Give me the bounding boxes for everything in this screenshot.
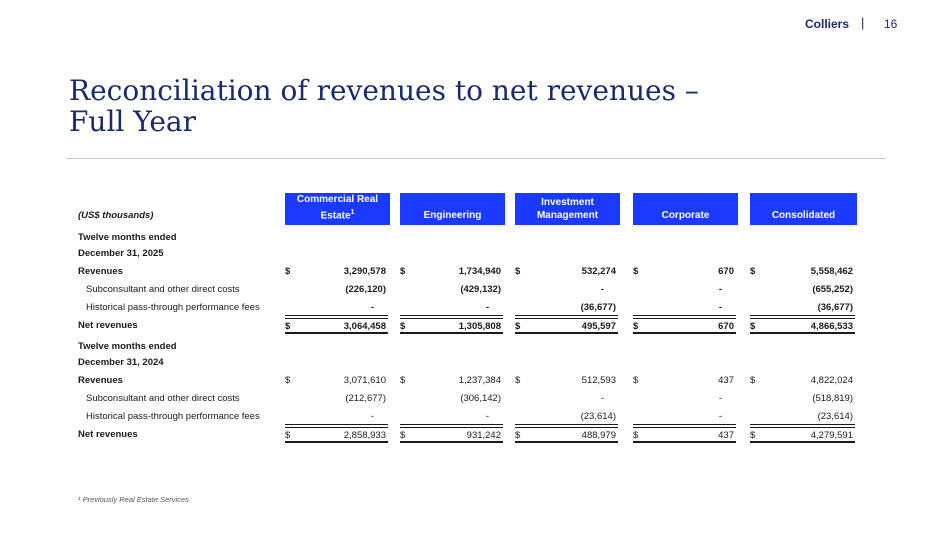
row-label: Subconsultant and other direct costs bbox=[86, 393, 240, 404]
cell-value: 4,866,533 bbox=[810, 321, 853, 332]
cell-value: (518,819) bbox=[812, 393, 853, 404]
table-cell bbox=[515, 409, 618, 425]
cell-value: 931,242 bbox=[466, 430, 501, 441]
cell-value: (23,614) bbox=[817, 411, 853, 422]
row-label: Historical pass-through performance fees bbox=[86, 302, 260, 313]
table-cell bbox=[400, 409, 503, 425]
period-heading-line-1: Twelve months ended bbox=[78, 341, 177, 352]
cell-value: 3,290,578 bbox=[343, 266, 386, 277]
table-cell bbox=[515, 391, 618, 407]
cell-value: (23,614) bbox=[580, 411, 616, 422]
table-cell bbox=[633, 300, 736, 316]
cell-value: 670 bbox=[718, 321, 734, 332]
table-cell bbox=[750, 300, 855, 316]
period-heading-line-2: December 31, 2025 bbox=[78, 248, 164, 259]
table-cell bbox=[400, 282, 503, 298]
cell-value: - bbox=[718, 284, 722, 295]
currency-symbol: $ bbox=[400, 430, 406, 441]
cell-value: - bbox=[718, 393, 722, 404]
table-cell bbox=[750, 282, 855, 298]
currency-symbol: $ bbox=[285, 430, 291, 441]
column-header-label-2: Management bbox=[536, 210, 599, 221]
table-cell bbox=[515, 264, 618, 280]
cell-value: - bbox=[600, 393, 604, 404]
period-heading-line-2: December 31, 2024 bbox=[78, 357, 164, 368]
table-cell bbox=[750, 373, 855, 389]
column-header-consolidated bbox=[750, 193, 857, 225]
cell-value: 1,305,808 bbox=[458, 321, 501, 332]
table-cell bbox=[285, 391, 388, 407]
page-title-line-1: Reconciliation of revenues to net revenues – bbox=[69, 74, 699, 107]
table-cell bbox=[750, 318, 855, 334]
page-title-line-2: Full Year bbox=[69, 105, 196, 138]
column-header-corporate bbox=[633, 193, 738, 225]
table-row bbox=[78, 427, 858, 443]
period-heading bbox=[78, 230, 177, 262]
table-cell bbox=[633, 373, 736, 389]
title-divider bbox=[67, 158, 885, 159]
table-cell bbox=[633, 427, 736, 443]
table-row bbox=[78, 264, 858, 280]
period-heading-line-1: Twelve months ended bbox=[78, 232, 177, 243]
table-cell bbox=[633, 318, 736, 334]
table-row bbox=[78, 300, 858, 316]
cell-value: (36,677) bbox=[580, 302, 616, 313]
cell-value: 488,979 bbox=[581, 430, 616, 441]
footnote-marker: 1 bbox=[350, 208, 355, 216]
table-cell bbox=[400, 427, 503, 443]
column-header-label-2: Estate bbox=[320, 210, 351, 221]
table-cell bbox=[750, 427, 855, 443]
page-number: 16 bbox=[884, 17, 898, 31]
cell-value: 512,593 bbox=[581, 375, 616, 386]
cell-value: 437 bbox=[718, 375, 734, 386]
column-header-engineering bbox=[400, 193, 505, 225]
cell-value: 670 bbox=[718, 266, 734, 277]
row-label: Net revenues bbox=[78, 320, 138, 331]
table-cell bbox=[285, 427, 388, 443]
row-label: Net revenues bbox=[78, 429, 138, 440]
table-cell bbox=[400, 373, 503, 389]
currency-symbol: $ bbox=[515, 321, 521, 332]
cell-value: 5,558,462 bbox=[810, 266, 853, 277]
cell-value: (212,677) bbox=[345, 393, 386, 404]
table-row bbox=[78, 409, 858, 425]
cell-value: 495,597 bbox=[581, 321, 616, 332]
row-label: Revenues bbox=[78, 266, 123, 277]
currency-symbol: $ bbox=[400, 375, 406, 386]
cell-value: - bbox=[718, 302, 722, 313]
table-cell bbox=[400, 264, 503, 280]
brand-logo-text: Colliers bbox=[805, 17, 850, 31]
table-row bbox=[78, 282, 858, 298]
column-header-label: Consolidated bbox=[771, 210, 836, 221]
table-cell bbox=[285, 409, 388, 425]
cell-value: 3,071,610 bbox=[343, 375, 386, 386]
currency-symbol: $ bbox=[750, 430, 756, 441]
cell-value: 1,734,940 bbox=[458, 266, 501, 277]
cell-value: 1,237,384 bbox=[458, 375, 501, 386]
cell-value: - bbox=[718, 411, 722, 422]
column-header-label: Commercial Real bbox=[296, 193, 379, 205]
cell-value: - bbox=[370, 302, 374, 313]
currency-symbol: $ bbox=[633, 321, 639, 332]
table-cell bbox=[750, 391, 855, 407]
table-cell bbox=[515, 318, 618, 334]
currency-symbol: $ bbox=[285, 321, 291, 332]
table-row bbox=[78, 373, 858, 389]
table-cell bbox=[750, 264, 855, 280]
currency-symbol: $ bbox=[750, 266, 756, 277]
column-header-commercial-real-estate bbox=[285, 193, 390, 225]
table-cell bbox=[515, 282, 618, 298]
currency-symbol: $ bbox=[633, 375, 639, 386]
row-label: Revenues bbox=[78, 375, 123, 386]
cell-value: 4,279,591 bbox=[810, 430, 853, 441]
table-cell bbox=[285, 264, 388, 280]
cell-value: (36,677) bbox=[817, 302, 853, 313]
cell-value: 3,064,458 bbox=[343, 321, 386, 332]
table-cell bbox=[633, 391, 736, 407]
table-cell bbox=[750, 409, 855, 425]
table-cell bbox=[285, 318, 388, 334]
units-label: (US$ thousands) bbox=[78, 210, 154, 221]
table-row bbox=[78, 318, 858, 334]
table-cell bbox=[515, 300, 618, 316]
column-header-investment-management bbox=[515, 193, 620, 225]
cell-value: 437 bbox=[718, 430, 734, 441]
cell-value: (226,120) bbox=[345, 284, 386, 295]
table-cell bbox=[400, 391, 503, 407]
cell-value: 4,822,024 bbox=[810, 375, 853, 386]
currency-symbol: $ bbox=[633, 430, 639, 441]
cell-value: - bbox=[485, 411, 489, 422]
currency-symbol: $ bbox=[515, 266, 521, 277]
currency-symbol: $ bbox=[285, 375, 291, 386]
row-label: Subconsultant and other direct costs bbox=[86, 284, 240, 295]
currency-symbol: $ bbox=[285, 266, 291, 277]
currency-symbol: $ bbox=[515, 375, 521, 386]
table-cell bbox=[285, 373, 388, 389]
currency-symbol: $ bbox=[400, 321, 406, 332]
currency-symbol: $ bbox=[400, 266, 406, 277]
cell-value: - bbox=[485, 302, 489, 313]
cell-value: (306,142) bbox=[460, 393, 501, 404]
currency-symbol: $ bbox=[515, 430, 521, 441]
currency-symbol: $ bbox=[633, 266, 639, 277]
column-header-label: Corporate bbox=[661, 210, 710, 221]
cell-value: (655,252) bbox=[812, 284, 853, 295]
table-cell bbox=[515, 427, 618, 443]
table-cell bbox=[515, 373, 618, 389]
table-row bbox=[78, 391, 858, 407]
column-header-label: Engineering bbox=[423, 210, 482, 221]
table-cell bbox=[400, 300, 503, 316]
table-cell bbox=[633, 409, 736, 425]
header-separator: | bbox=[861, 15, 865, 30]
table-cell bbox=[285, 282, 388, 298]
page-title bbox=[69, 75, 769, 137]
table-cell bbox=[633, 264, 736, 280]
cell-value: 532,274 bbox=[581, 266, 616, 277]
table-cell bbox=[285, 300, 388, 316]
currency-symbol: $ bbox=[750, 321, 756, 332]
column-header-label: Investment bbox=[541, 197, 594, 208]
table-cell bbox=[400, 318, 503, 334]
period-heading bbox=[78, 339, 177, 371]
cell-value: - bbox=[600, 284, 604, 295]
row-label: Historical pass-through performance fees bbox=[86, 411, 260, 422]
currency-symbol: $ bbox=[750, 375, 756, 386]
cell-value: (429,132) bbox=[460, 284, 501, 295]
cell-value: - bbox=[370, 411, 374, 422]
cell-value: 2,858,933 bbox=[343, 430, 386, 441]
footnote: ¹ Previously Real Estate Services bbox=[78, 495, 189, 504]
table-cell bbox=[633, 282, 736, 298]
